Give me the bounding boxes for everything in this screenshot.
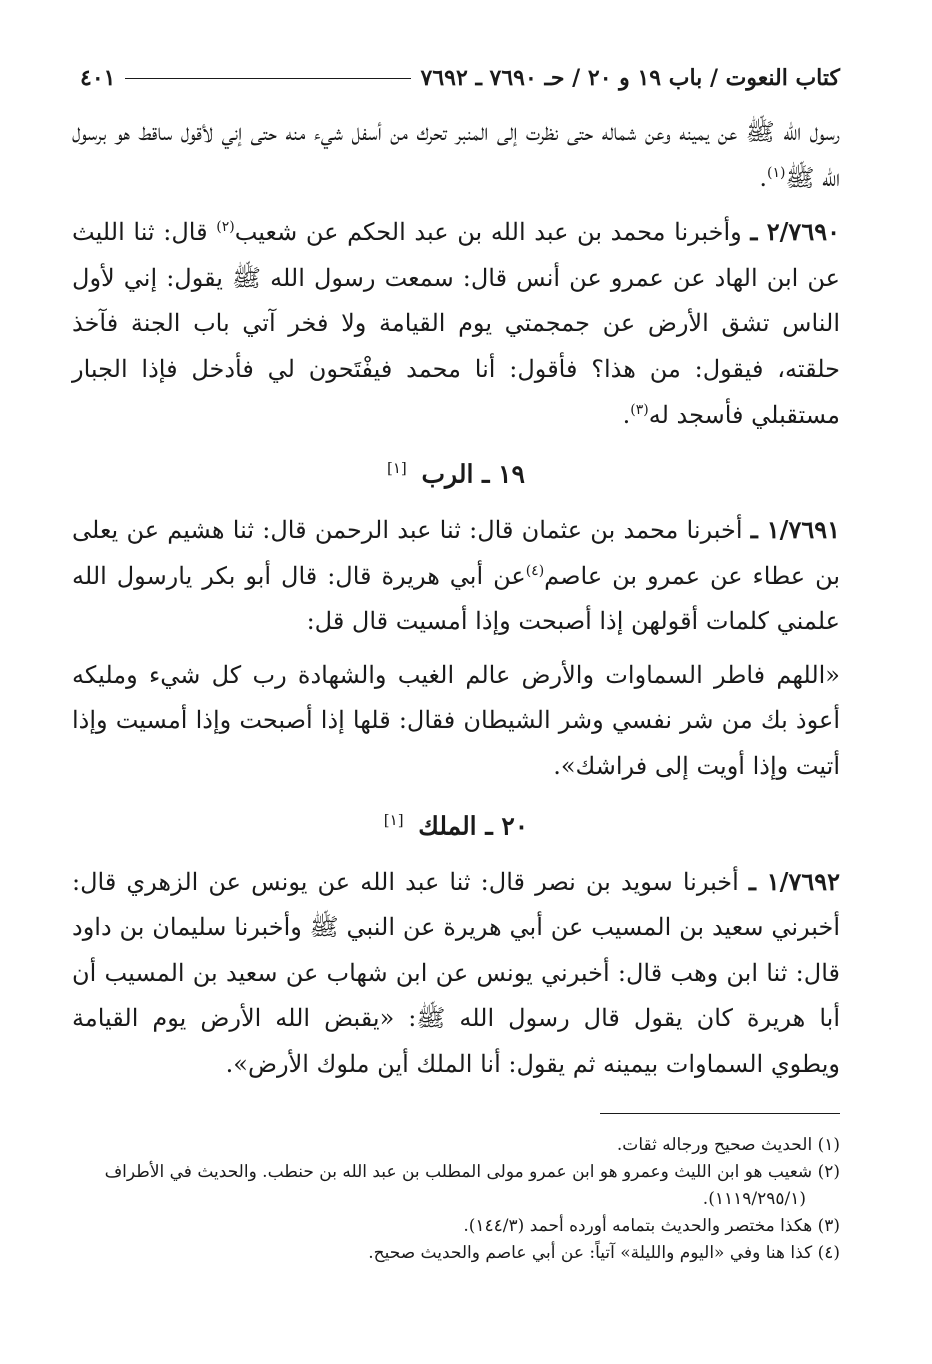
dua-text: «اللهم فاطر السماوات والأرض عالم الغيب والشهادة رب كل شيء ومليكه أعوذ بك من شر نفسي وشر الشيطان فقال: قلها إذا أصبحت وإذا أمسيت وإذا أتيت وإذا أويت إلى فراشك». — [72, 660, 840, 781]
paragraph-end: . — [759, 163, 767, 192]
hadith-text: أخبرنا سويد بن نصر قال: ثنا عبد الله عن يونس عن الزهري قال: أخبرني سعيد بن المسيب عن أبي هريرة عن النبي ﷺ وأخبرنا سليمان بن داود قال: ثنا ابن وهب قال: أخبرني يونس عن ابن شهاب عن سعيد بن المسيب أن أبا هريرة كان يقول قال رسول الله ﷺ: «يقبض الله الأرض يوم القيامة ويطوي السماوات بيمينه ثم يقول: أنا الملك أين ملوك الأرض». — [72, 867, 841, 1078]
footnote-ref: (٤) — [525, 562, 545, 579]
page-number: ٤٠١ — [80, 65, 116, 91]
chapter-heading-19 — [72, 446, 840, 497]
header-rule — [125, 78, 410, 79]
footnote-2-continuation: (١١١٩/٢٩٥/١). — [702, 1189, 806, 1209]
footnotes — [72, 1132, 840, 1267]
chapter-heading-label: ٢٠ ـ الملك — [418, 810, 529, 840]
chapter-heading-ref: [١] — [387, 459, 407, 478]
hadith-number: ١/٧٦٩١ ـ — [750, 515, 840, 545]
hadith-number: ٢/٧٦٩٠ ـ — [750, 217, 840, 247]
paragraph-text: رسول الله ﷺ عن يمينه وعن شماله حتى نظرت إلى المنبر تحرك من أسفل شيء منه حتى إني لأقول ساقط هو برسول الله ﷺ — [72, 118, 840, 192]
hadith-text-b: قال: ثنا الليث عن ابن الهاد عن عمرو عن أنس قال: سمعت رسول الله ﷺ يقول: إني لأول الناس تشق الأرض عن جمجمتي يوم القيامة ولا فخر آتي باب الجنة فآخذ حلقته، فيقول: من هذا؟ فأقول: أنا محمد فيفْتَحون لي فأدخل فإذا الجبار مستقبلي فأسجد له — [72, 218, 840, 429]
hadith-end: . — [622, 400, 631, 429]
hadith-7692 — [72, 859, 840, 1088]
footnote-ref: (١) — [766, 164, 786, 181]
footnote-ref: (٣) — [630, 401, 649, 418]
footnote-divider — [600, 1113, 840, 1114]
chapter-heading-label: ١٩ ـ الرب — [421, 459, 525, 489]
header-title: كتاب النعوت / باب ١٩ و ٢٠ / حـ ٧٦٩٠ ـ ٧٦٩٢ — [420, 65, 840, 91]
main-text — [72, 110, 840, 1096]
footnote-4: (٤) كذا هنا وفي «اليوم والليلة» آتياً: عن أبي عاصم والحديث صحيح. — [368, 1243, 840, 1263]
hadith-7690 — [72, 209, 840, 438]
hadith-number: ١/٧٦٩٢ ـ — [748, 866, 840, 896]
footnote-1: (١) الحديث صحيح ورجاله ثقات. — [616, 1135, 840, 1155]
footnote-3: (٣) هكذا مختصر والحديث بتمامه أورده أحمد (١٤٤/٣). — [463, 1216, 840, 1236]
hadith-text-b: عن أبي هريرة قال: قال أبو بكر يارسول الله علمني كلمات أقولهن إذا أصبحت وإذا أمسيت قال قل: — [72, 561, 840, 636]
hadith-text-a: أخبرنا محمد بن عثمان قال: ثنا عبد الرحمن قال: ثنا هشيم عن يعلى بن عطاء عن عمرو بن عاصم — [72, 516, 841, 590]
footnote-2: (٢) شعيب هو ابن الليث وعمرو هو ابن عمرو مولى المطلب بن عبد الله بن حنطب. والحديث في الأطراف — [104, 1162, 840, 1182]
paragraph-continuation — [72, 110, 840, 201]
footnote-ref: (٢) — [216, 219, 235, 236]
running-header — [80, 58, 840, 98]
chapter-heading-20 — [72, 798, 840, 849]
hadith-7691 — [72, 507, 840, 645]
chapter-heading-ref: [١] — [383, 810, 404, 829]
hadith-text-a: وأخبرنا محمد بن عبد الله بن عبد الحكم عن شعيب — [234, 218, 742, 247]
